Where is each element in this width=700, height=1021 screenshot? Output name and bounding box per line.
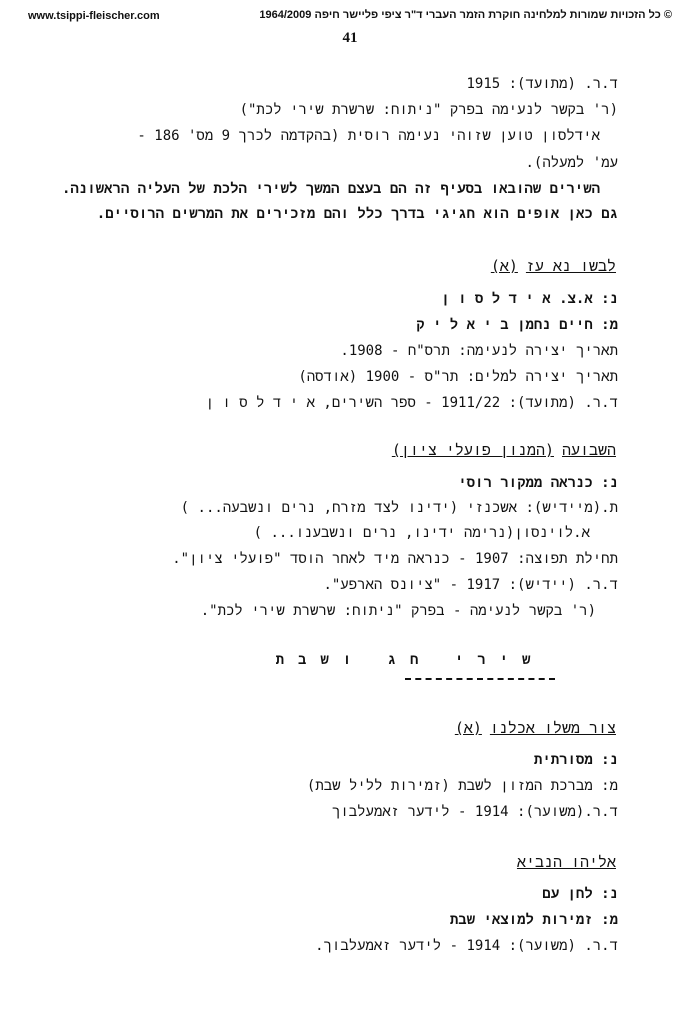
copyright-notice: © כל הזכויות שמורות למלחינה חוקרת הזמר העברי ד"ר ציפי פליישר חיפה 1964/2009: [259, 9, 672, 21]
composer-line: נ: לחן עם: [542, 886, 618, 902]
section-title: שירי חג ושבת: [275, 652, 545, 668]
section-divider: [405, 678, 555, 680]
intro-line-4: עמ' למעלה).: [525, 155, 618, 171]
first-print-line: ד.ר. (יידיש): 1917 - "ציונס הארפע".: [323, 577, 618, 593]
words-date-line: תאריך יצירה למלים: תר"ס - 1900 (אודסה): [298, 369, 618, 385]
intro-line-5: השירים שהובאו בסעיף זה הם בעצם המשך לשירי הלכת של העליה הראשונה.: [61, 181, 600, 197]
first-print-line: ד.ר. (משוער): 1914 - לידער זאמעלבוך.: [315, 938, 618, 954]
song-title-eliyahu: [517, 853, 616, 872]
song-title-text: לבשו נא עז: [525, 257, 616, 275]
song-title-hashvua: [392, 441, 616, 460]
composer-line: נ: א.צ. א י ד ל ס ו ן: [441, 291, 618, 307]
composer-line: נ: כנראה ממקור רוסי: [458, 475, 618, 491]
page-number: 41: [342, 30, 358, 46]
translation-line-2: א.לוינסון(נרימה ידינו, נרים ונשבענו... ): [253, 525, 590, 541]
song-title-lavshu: [491, 257, 616, 276]
song-title-text: אליהו הנביא: [516, 853, 616, 871]
intro-line-3: אידלסון טוען שזוהי נעימה רוסית (בהקדמה לכרך 9 מס' 186 -: [137, 128, 600, 144]
intro-line-2: (ר' בקשר לנעימה בפרק "ניתוח: שרשרת שירי לכת"): [239, 102, 618, 118]
melody-date-line: תאריך יצירה לנעימה: תרס"ח - 1908.: [340, 343, 618, 359]
translation-line-1: ת.(מיידיש): אשכנזי (ידינו לצד מזרח, נרים ונשבעה... ): [180, 500, 618, 516]
intro-line-1: ד.ר. (מתועד): 1915: [466, 76, 618, 92]
song-title-text: צור משלו אכלנו: [489, 719, 616, 737]
reference-line: (ר' בקשר לנעימה - בפרק "ניתוח: שרשרת שירי לכת".: [200, 603, 596, 619]
song-title-text: השבועה: [561, 441, 616, 459]
song-tag: (א): [454, 719, 482, 737]
song-tag: (א): [490, 257, 518, 275]
lyricist-line: מ: חיים נחמן ב י א ל י ק: [416, 317, 618, 333]
composer-line: נ: מסורתית: [533, 752, 618, 768]
intro-line-6: גם כאן אופים הוא חגיגי בדרך כלל והם מזכירים את המרשים הרוסיים.: [96, 206, 618, 222]
song-subtitle: (המנון פועלי ציון): [391, 441, 554, 459]
song-title-tzur: [455, 719, 616, 738]
spread-line: תחילת תפוצה: 1907 - כנראה מיד לאחר הוסד "פועלי ציון".: [172, 551, 618, 567]
lyricist-line: מ: מברכת המזון לשבת (זמירות לליל שבת): [306, 778, 618, 794]
first-print-line: ד.ר.(משוער): 1914 - לידער זאמעלבוך: [331, 804, 618, 820]
website-url[interactable]: www.tsippi-fleischer.com: [28, 10, 160, 22]
first-print-line: ד.ר. (מתועד): 1911/22 - ספר השירים, א י ד ל ס ו ן: [205, 395, 618, 411]
lyricist-line: מ: זמירות למוצאי שבת: [449, 912, 618, 928]
